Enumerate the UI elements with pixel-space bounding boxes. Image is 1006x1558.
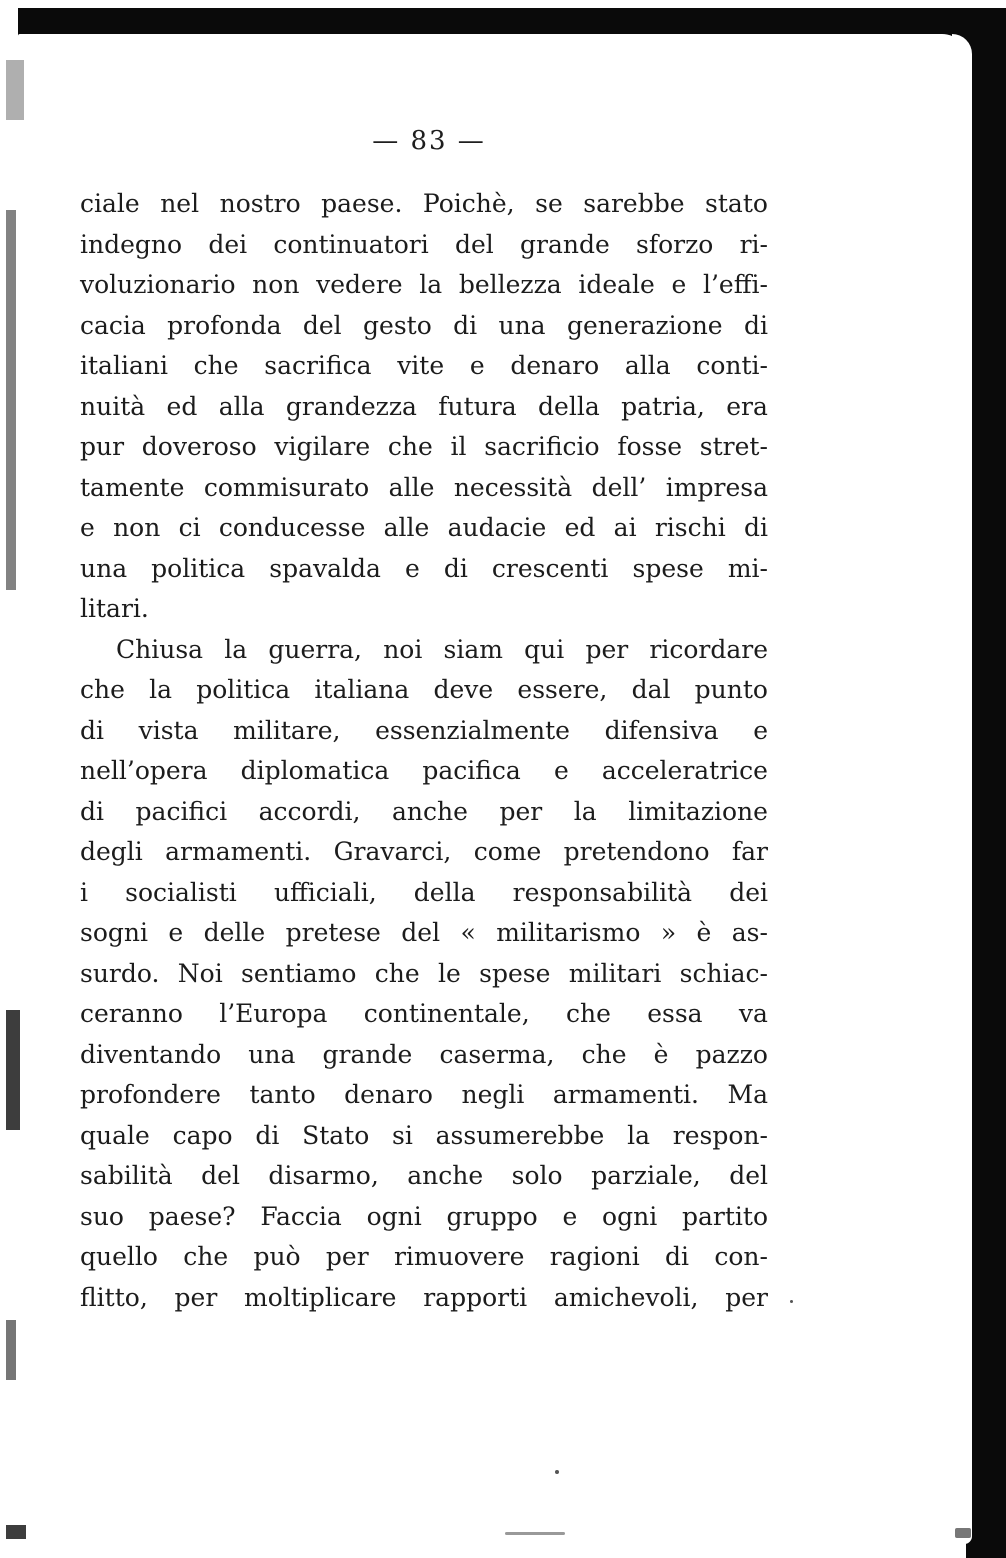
- scan-speck: [505, 1532, 565, 1535]
- text-line: litari.: [80, 594, 149, 623]
- text-line: nell’opera diplomatica pacifica e acceleratrice: [80, 756, 768, 785]
- binding-mark: [6, 1010, 20, 1130]
- text-line: italiani che sacrifica vite e denaro alla conti-: [80, 351, 768, 380]
- text-line: flitto, per moltiplicare rapporti amichevoli, per: [80, 1282, 768, 1312]
- text-line: cacia profonda del gesto di una generazione di: [80, 310, 768, 340]
- binding-mark: [6, 1525, 26, 1539]
- text-line: voluzionario non vedere la bellezza ideale e l’effi-: [80, 270, 768, 299]
- text-line: ceranno l’Europa continentale, che essa va: [80, 999, 768, 1028]
- text-line: Chiusa la guerra, noi siam qui per ricordare: [116, 634, 768, 664]
- scan-speck: [955, 1528, 971, 1538]
- text-line: indegno dei continuatori del grande sforzo ri-: [80, 229, 768, 259]
- text-line: nuità ed alla grandezza futura della patria, era: [80, 391, 768, 421]
- text-line: profondere tanto denaro negli armamenti. Ma: [80, 1080, 768, 1109]
- text-line: degli armamenti. Gravarci, come pretendono far: [80, 837, 768, 866]
- text-line: di vista militare, essenzialmente difensiva e: [80, 715, 768, 745]
- scan-speck: [790, 1300, 793, 1303]
- scan-speck: [555, 1470, 559, 1474]
- text-line: pur doveroso vigilare che il sacrificio fosse stret-: [80, 432, 768, 461]
- binding-mark: [6, 210, 16, 590]
- text-line: ciale nel nostro paese. Poichè, se sarebbe stato: [80, 189, 768, 218]
- text-line: quello che può per rimuovere ragioni di con-: [80, 1242, 768, 1271]
- text-line: tamente commisurato alle necessità dell’ impresa: [80, 472, 768, 502]
- text-line: quale capo di Stato si assumerebbe la respon-: [80, 1120, 768, 1150]
- page-edge-top: [18, 34, 968, 64]
- text-line: surdo. Noi sentiamo che le spese militari schiac-: [80, 958, 768, 988]
- text-line: che la politica italiana deve essere, dal punto: [80, 675, 768, 704]
- text-line: sabilità del disarmo, anche solo parziale, del: [80, 1161, 768, 1190]
- page-number: — 83 —: [372, 126, 486, 156]
- text-line: una politica spavalda e di crescenti spese mi-: [80, 553, 768, 583]
- binding-mark: [6, 1320, 16, 1380]
- text-line: suo paese? Faccia ogni gruppo e ogni partito: [80, 1201, 768, 1231]
- binding-mark: [6, 60, 24, 120]
- page-edge-right: [952, 34, 972, 1544]
- scan-border-right: [966, 8, 1006, 1558]
- text-line: di pacifici accordi, anche per la limitazione: [80, 796, 768, 826]
- text-line: diventando una grande caserma, che è pazzo: [80, 1039, 768, 1069]
- text-line: i socialisti ufficiali, della responsabilità dei: [80, 877, 768, 907]
- body-text: [80, 184, 768, 1318]
- text-line: e non ci conducesse alle audacie ed ai rischi di: [80, 513, 768, 542]
- text-line: sogni e delle pretese del « militarismo » è as-: [80, 918, 768, 947]
